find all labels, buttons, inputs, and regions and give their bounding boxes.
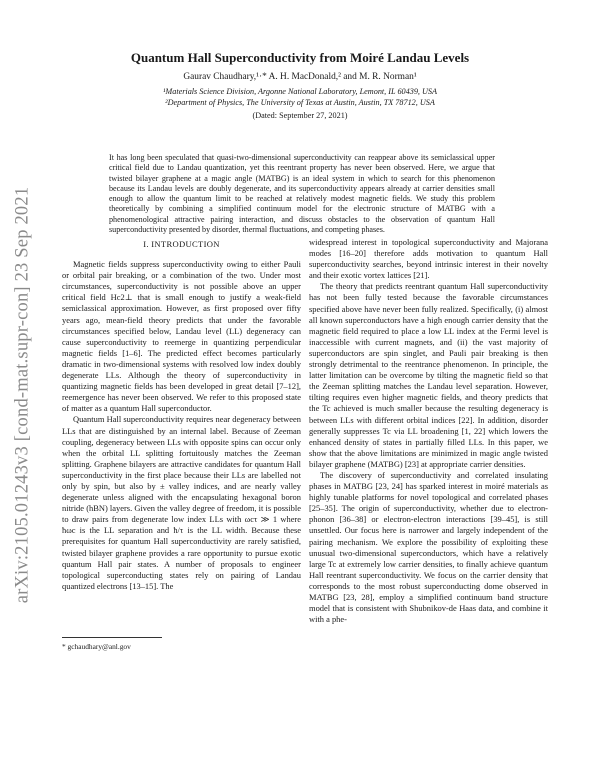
paragraph: The discovery of superconductivity and correlated insulating phases in MATBG [23, 24] has sparked interest in moiré materials as highly tunable platforms for novel topological and correlated phases [25–35]. The origin of superconductivity, whether due to electron-phonon [36–38] or electron-electron interactions [39–45], is still unsettled. Our focus here is narrower and largely independent of the pairing mechanism. We explore the possibility of exploiting these unusual two-dimensional superconductors, which have a relatively large Tc at extremely low carrier densities, to finally achieve quantum Hall reentrant superconductivity. We focus on the carrier density that corresponds to the most robust superconducting dome observed in MATBG [23, 28], employ a simplified continuum band structure model that is consistent with Shubnikov-de Haas data, and combine it with a phe- bbox=[309, 469, 548, 625]
paper-title: Quantum Hall Superconductivity from Moiré Landau Levels bbox=[130, 50, 470, 65]
arxiv-watermark bbox=[3, 170, 43, 620]
affiliation-2: ²Department of Physics, The University of Texas at Austin, Austin, TX 78712, USA bbox=[165, 98, 435, 107]
paragraph: Quantum Hall superconductivity requires near degeneracy between LLs that are distinguished by an internal label. Because of Zeeman coupling, degeneracy between LLs with opposite spins can occur only when the orbital LL splitting fortuitously matches the Zeeman splitting. Graphene bilayers are attractive candidates for quantum Hall superconductivity in the first place because their LLs are labelled not only by spin, but also by ± valley indices, and are nearly valley degenerate unless aligned with the encapsulating hexagonal boron nitride (hBN) layers. Given the valley degree of freedom, it is possible to draw pairs from degenerate low index LLs with ωcτ ≫ 1 where ħωc is the LL separation and ħ/τ is the LL width. Because these prerequisites for quantum Hall superconductivity are rarely satisfied, twisted bilayer graphene provides a rare opportunity to pursue exotic quantum Hall pair states. A number of proposals to engineer topological superconducting states rely on pairing of Landau quantized electrons [13–15]. The bbox=[62, 414, 301, 591]
left-column bbox=[62, 239, 301, 592]
paragraph: Magnetic fields suppress superconductivity owing to either Pauli or orbital pair breaking, or a combination of the two. Under most circumstances, superconductivity is not possible above an upper critical field Hc2⊥ that is small enough to justify a weak-field semiclassical approximation. However, as first proposed over fifty years ago, mean-field theory predicts that under the favorable circumstances specified below, Landau level (LL) degeneracy can cause superconductivity to reemerge in quantizing perpendicular magnetic fields [1–6]. The predicted effect becomes particularly dramatic in two-dimensional systems with resolved low index doubly degenerate LLs. Although the theory of superconductivity in quantizing magnetic fields has been developed in great detail [7–12], reemergence has never been observed. We refer to this proposed state of matter as a quantum Hall superconductor. bbox=[62, 259, 301, 414]
date-line: (Dated: September 27, 2021) bbox=[252, 111, 348, 120]
paragraph: widespread interest in topological superconductivity and Majorana modes [16–20] therefore adds motivation to quantum Hall superconductivity searches, beyond intrinsic interest in their novelty and their exotic vortex lattices [21]. bbox=[309, 237, 548, 281]
right-column bbox=[309, 237, 548, 625]
abstract bbox=[109, 153, 495, 235]
author-list: Gaurav Chaudhary,¹·* A. H. MacDonald,² and M. R. Norman¹ bbox=[183, 72, 417, 82]
footnote-divider bbox=[62, 637, 162, 638]
arxiv-id: arXiv:2105.01243v3 [cond-mat.supr-con] 23 Sep 2021 bbox=[12, 186, 33, 604]
footnote-email: * gchaudhary@anl.gov bbox=[62, 642, 131, 651]
abstract-text: It has long been speculated that quasi-two-dimensional superconductivity can reappear above its semiclassical upper critical field due to Landau quantization, yet this reentrant property has never been observed. Here, we argue that twisted bilayer graphene at a magic angle (MATBG) is an ideal system in which to search for this phenomenon because its Landau levels are doubly degenerate, and its superconductivity appears already at carrier densities small enough to allow the quantum limit to be reached at relatively modest magnetic fields. We study this problem theoretically by combining a simplified continuum model for the electronic structure of MATBG with a phenomenological attractive pairing interaction, and discuss obstacles to the observation of quantum Hall superconductivity presented by disorder, thermal fluctuations, and competing phases. bbox=[109, 153, 495, 235]
affiliation-1: ¹Materials Science Division, Argonne National Laboratory, Lemont, IL 60439, USA bbox=[162, 87, 438, 96]
paragraph: The theory that predicts reentrant quantum Hall superconductivity has not been fully tested because the favorable circumstances specified above have never been fully realized. Specifically, (i) almost all known superconductors have a high enough carrier density that the magnetic field required to place a low LL index at the Fermi level is inaccessible with current magnets, and (ii) the vast majority of superconductors are spin singlet, and Pauli pair breaking is then strongly detrimental to the reentrance phenomenon. In principle, the latter limitation can be overcome by tilting the magnetic field so that the Zeeman splitting matches the Landau level separation. However, tilting requires even higher magnetic fields, and theory predicts that the Tc achieved is much smaller because the resulting degeneracy is between LLs with different orbital indices [22]. In addition, disorder generally suppresses Tc via LL broadening [1, 22] which lowers the enhanced density of states in partially filled LLs. In this paper, we show that the above limitations are minimized in magic angle twisted bilayer graphene (MATBG) [23] at appropriate carrier densities. bbox=[309, 281, 548, 469]
section-heading: I. INTRODUCTION bbox=[143, 239, 220, 249]
